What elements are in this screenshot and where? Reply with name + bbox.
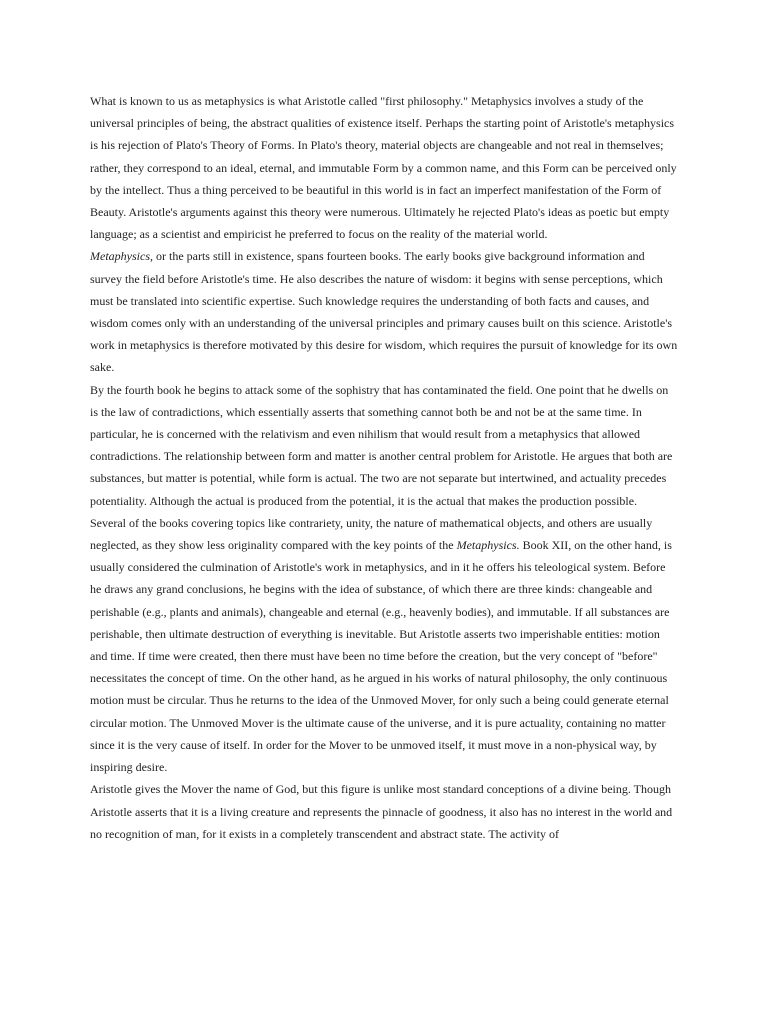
work-title: Metaphysics,: [90, 249, 153, 264]
paragraph-first-philosophy: [90, 90, 678, 245]
paragraph-text: Several of the books covering topics like contrariety, unity, the nature of mathematical objects, and others are usually neglected, as they show less originality compared with the key points of the: [90, 515, 653, 553]
paragraph-text: Book XII, on the other hand, is usually considered the culmination of Aristotle's work in metaphysics, and in it he offers his teleological system. Before he draws any grand conclusions, he begins with the idea of substance, of which there are three kinds: changeable and perishable (e.g., plants and animals), changeable and eternal (e.g., heavenly bodies), and immutable. If all substances are perishable, then ultimate destruction of everything is inevitable. But Aristotle asserts two imperishable entities: motion and time. If time were created, then there must have been no time before the creation, but the very concept of "before" necessitates the concept of time. On the other hand, as he argued in his works of natural philosophy, the only continuous motion must be circular. Thus he returns to the idea of the Unmoved Mover, for only such a being could generate eternal circular motion. The Unmoved Mover is the ultimate cause of the universe, and it is pure actuality, containing no matter since it is the very cause of itself. In order for the Mover to be unmoved itself, it must move in a non-physical way, by inspiring desire.: [90, 538, 672, 775]
paragraph-text: Aristotle gives the Mover the name of God, but this figure is unlike most standard conceptions of a divine being. Though Aristotle asserts that it is a living creature and represents the pinnacle of goodness, it also has no interest in the world and no recognition of man, for it exists in a completely transcendent and abstract state. The activity of: [90, 782, 673, 841]
paragraph-fourth-book: [90, 379, 678, 512]
paragraph-text: or the parts still in existence, spans fourteen books. The early books give background information and survey the field before Aristotle's time. He also describes the nature of wisdom: it begins with sense perceptions, which must be translated into scientific expertise. Such knowledge requires the understanding of both facts and causes, and wisdom comes only with an understanding of the universal principles and primary causes built on this science. Aristotle's work in metaphysics is therefore motivated by this desire for wisdom, which requires the pursuit of knowledge for its own sake.: [90, 249, 678, 375]
body-text: [90, 90, 678, 845]
paragraph-mover-god: [90, 778, 678, 845]
paragraph-metaphysics-books: [90, 245, 678, 378]
paragraph-book-xii: [90, 512, 678, 778]
work-title: Metaphysics.: [456, 538, 520, 553]
paragraph-text: What is known to us as metaphysics is what Aristotle called "first philosophy." Metaphysics involves a study of the universal principles of being, the abstract qualities of existence itself. Perhaps the starting point of Aristotle's metaphysics is his rejection of Plato's Theory of Forms. In Plato's theory, material objects are changeable and not real in themselves; rather, they correspond to an ideal, eternal, and immutable Form by a common name, and this Form can be perceived only by the intellect. Thus a thing perceived to be beautiful in this world is in fact an imperfect manifestation of the Form of Beauty. Aristotle's arguments against this theory were numerous. Ultimately he rejected Plato's ideas as poetic but empty language; as a scientist and empiricist he preferred to focus on the reality of the material world.: [90, 94, 677, 242]
paragraph-text: By the fourth book he begins to attack some of the sophistry that has contaminated the field. One point that he dwells on is the law of contradictions, which essentially asserts that something cannot both be and not be at the same time. In particular, he is concerned with the relativism and even nihilism that would result from a metaphysics that allowed contradictions. The relationship between form and matter is another central problem for Aristotle. He argues that both are substances, but matter is potential, while form is actual. The two are not separate but intertwined, and actuality precedes potentiality. Although the actual is produced from the potential, it is the actual that makes the production possible.: [90, 382, 673, 508]
